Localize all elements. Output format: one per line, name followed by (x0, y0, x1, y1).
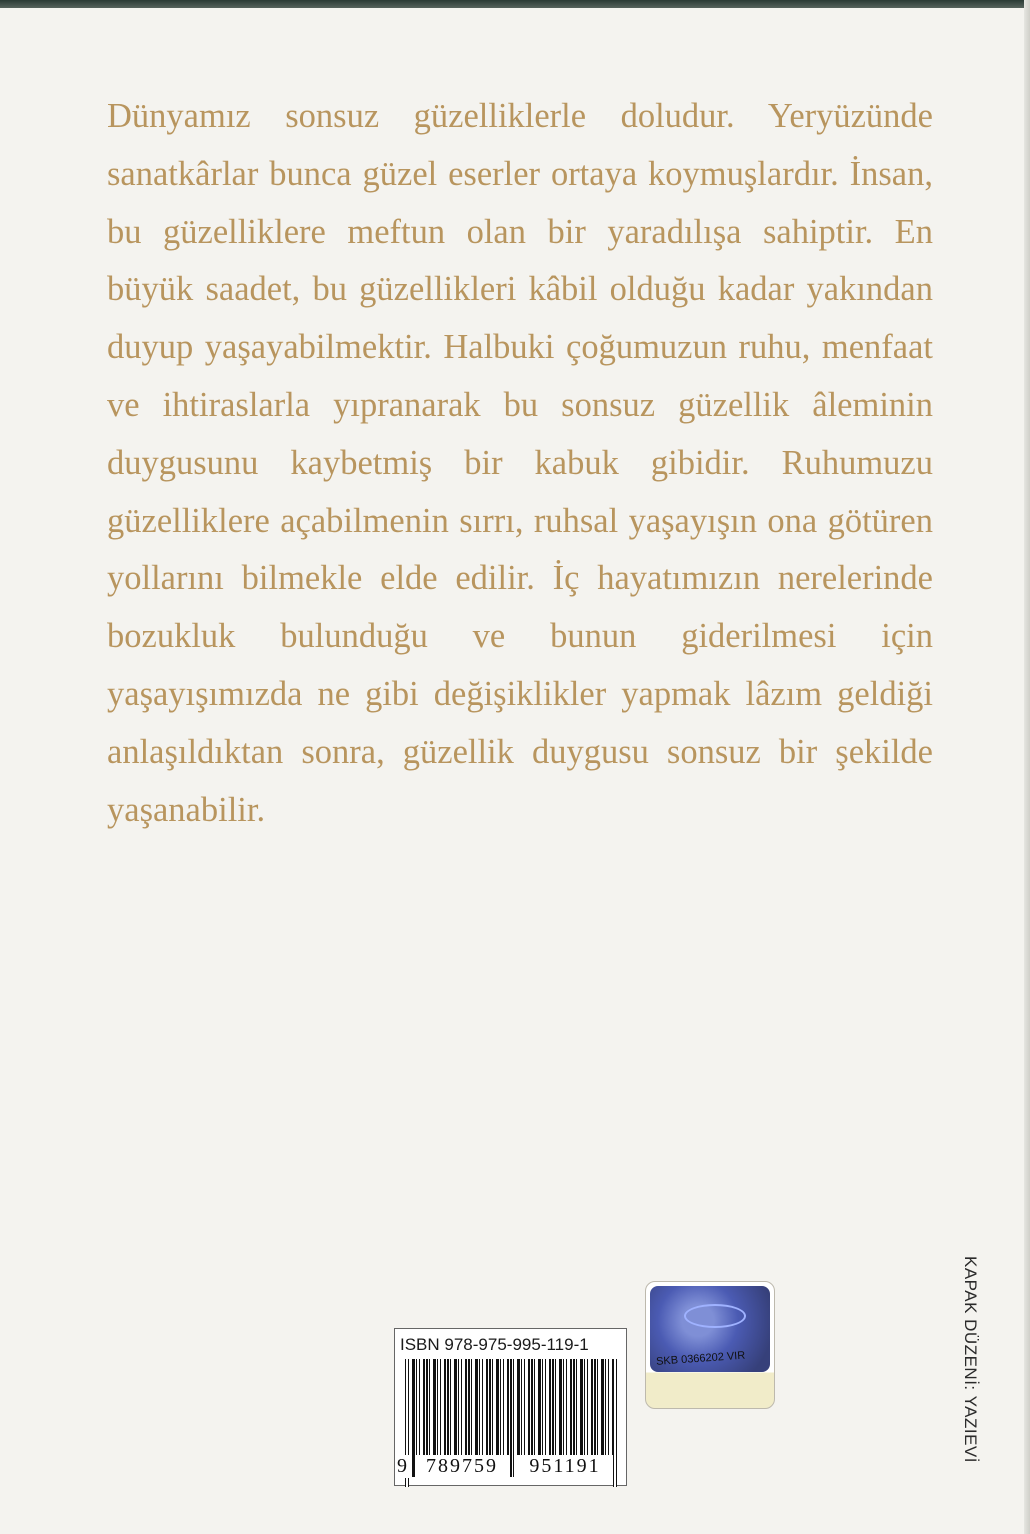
ean-digits (395, 1455, 626, 1481)
ean-right-group: 951191 (517, 1455, 613, 1478)
hologram-sticker (645, 1281, 775, 1409)
ean-left-group: 789759 (415, 1455, 509, 1478)
sticker-serial: SKB 0366202 VIR (655, 1349, 746, 1368)
cover-design-credit: KAPAK DÜZENİ: YAZIEVİ (961, 1256, 980, 1463)
isbn-barcode (394, 1328, 627, 1486)
back-cover-blurb: Dünyamız sonsuz güzelliklerle doludur. Yeryüzünde sanatkârlar bunca güzel eserler ortaya koymuşlardır. İnsan, bu güzelliklere meftun olan bir yaradılışa sahiptir. En büyük saadet, bu güzellikleri kâbil olduğu kadar yakından duyup yaşayabilmektir. Halbuki çoğumuzun ruhu, menfaat ve ihtiraslarla yıpranarak bu sonsuz güzellik âleminin duygusunu kaybetmiş bir kabuk gibidir. Ruhumuzu güzelliklere açabilmenin sırrı, ruhsal yaşayışın ona götüren yollarını bilmekle elde edilir. İç hayatımızın nerelerinde bozukluk bulunduğu ve bunun giderilmesi için yaşayışımızda ne gibi değişiklikler yapmak lâzım geldiği anlaşıldıktan sonra, güzellik duygusu sonsuz bir şekilde yaşanabilir. (107, 97, 933, 829)
cover-right-edge (1024, 0, 1030, 1534)
hologram-logo-icon (684, 1304, 746, 1328)
cover-top-edge (0, 0, 1030, 8)
ean-first-digit: 9 (397, 1455, 407, 1477)
isbn-label: ISBN 978-975-995-119-1 (400, 1335, 589, 1354)
